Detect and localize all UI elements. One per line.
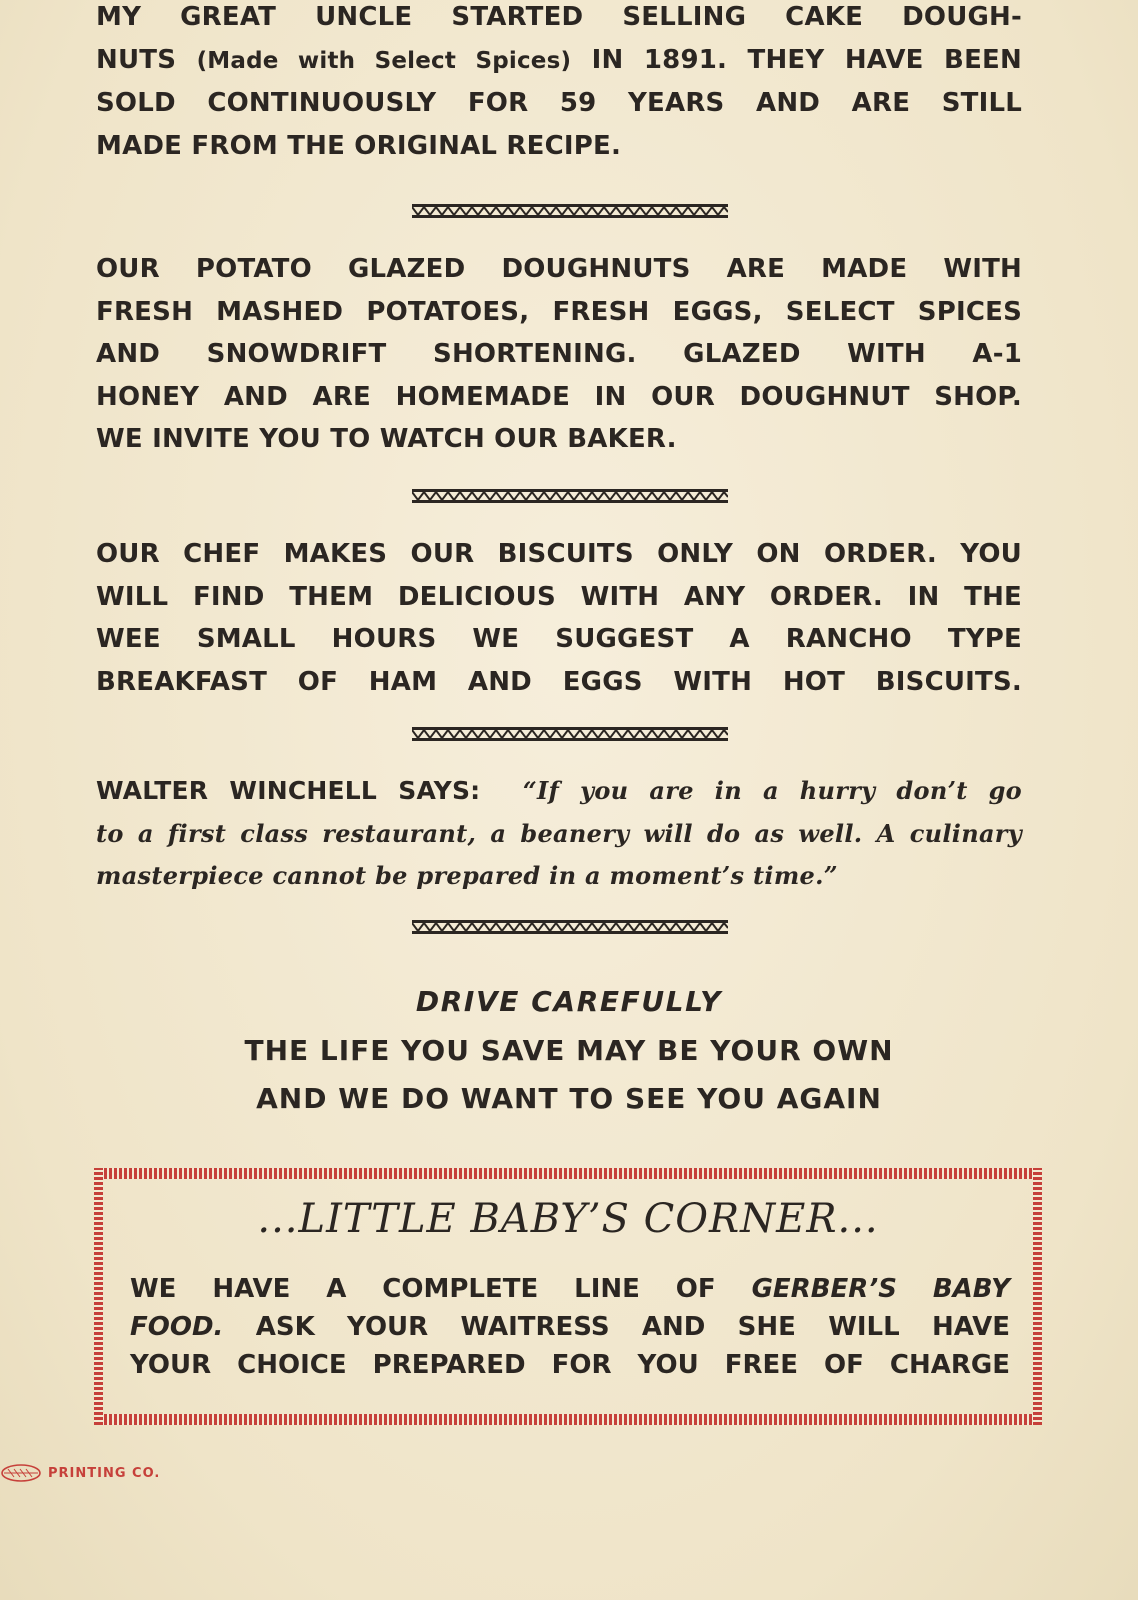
text-fragment: IN 1891. THEY HAVE BEEN xyxy=(591,44,1022,75)
text-line: WILL FIND THEM DELICIOUS WITH ANY ORDER. IN THE xyxy=(96,581,1022,612)
quote-text: “If you are in a hurry don’t go xyxy=(522,776,1022,805)
brand-name: FOOD. xyxy=(130,1312,224,1342)
brand-name: GERBER’S BABY xyxy=(751,1274,1010,1304)
text-fragment: (Made with Select Spices) xyxy=(196,47,572,74)
printer-imprint xyxy=(0,1462,160,1484)
drive-carefully-heading: DRIVE CAREFULLY xyxy=(415,985,723,1018)
text-line: SOLD CONTINUOUSLY FOR 59 YEARS AND ARE STILL xyxy=(96,88,1022,118)
quote-text: masterpiece cannot be prepared in a moment’s time.” xyxy=(96,861,838,890)
paragraph-potato-doughnuts xyxy=(96,248,1022,461)
text-fragment: WE HAVE A COMPLETE LINE OF xyxy=(130,1274,716,1304)
text-line: OUR CHEF MAKES OUR BISCUITS ONLY ON ORDER. YOU xyxy=(96,539,1022,569)
baby-corner-title: ...LITTLE BABY’S CORNER... xyxy=(257,1196,879,1242)
text-line: YOUR CHOICE PREPARED FOR YOU FREE OF CHARGE xyxy=(130,1350,1010,1380)
paragraph-history xyxy=(96,0,1022,167)
zigzag-divider xyxy=(412,727,728,741)
text-fragment: ASK YOUR WAITRESS AND SHE WILL HAVE xyxy=(255,1312,1010,1342)
quote-text: to a first class restaurant, a beanery will do as well. A culinary xyxy=(96,818,1022,848)
text-line xyxy=(96,39,1022,83)
text-fragment: NUTS xyxy=(96,44,177,75)
text-line: WE INVITE YOU TO WATCH OUR BAKER. xyxy=(96,424,677,454)
paragraph-winchell-quote xyxy=(96,770,1022,898)
text-line xyxy=(130,1308,1010,1346)
quote-attribution: WALTER WINCHELL SAYS: xyxy=(96,776,481,805)
baby-corner-text xyxy=(130,1270,1010,1384)
text-line: HONEY AND ARE HOMEMADE IN OUR DOUGHNUT SHOP. xyxy=(96,381,1022,412)
text-line: MADE FROM THE ORIGINAL RECIPE. xyxy=(96,130,622,161)
box-border-bottom xyxy=(94,1414,1042,1425)
text-line: AND SNOWDRIFT SHORTENING. GLAZED WITH A-1 xyxy=(96,339,1022,369)
text-line: BREAKFAST OF HAM AND EGGS WITH HOT BISCUITS. xyxy=(96,666,1022,697)
text-line: MY GREAT UNCLE STARTED SELLING CAKE DOUGH- xyxy=(96,2,1022,32)
text-line: OUR POTATO GLAZED DOUGHNUTS ARE MADE WITH xyxy=(96,254,1022,284)
paragraph-biscuits xyxy=(96,533,1022,703)
zigzag-divider xyxy=(412,920,728,934)
closing-line: THE LIFE YOU SAVE MAY BE YOUR OWN xyxy=(244,1034,894,1067)
printer-label: PRINTING CO. xyxy=(48,1465,161,1481)
text-line xyxy=(130,1270,1010,1308)
zigzag-divider xyxy=(412,204,728,218)
text-line: FRESH MASHED POTATOES, FRESH EGGS, SELECT SPICES xyxy=(96,296,1022,327)
text-line: WEE SMALL HOURS WE SUGGEST A RANCHO TYPE xyxy=(96,624,1022,654)
box-border-top xyxy=(94,1168,1042,1179)
text-line xyxy=(96,770,1022,813)
zigzag-divider xyxy=(412,489,728,503)
closing-line: AND WE DO WANT TO SEE YOU AGAIN xyxy=(256,1082,882,1115)
printer-logo-icon xyxy=(0,1462,42,1484)
